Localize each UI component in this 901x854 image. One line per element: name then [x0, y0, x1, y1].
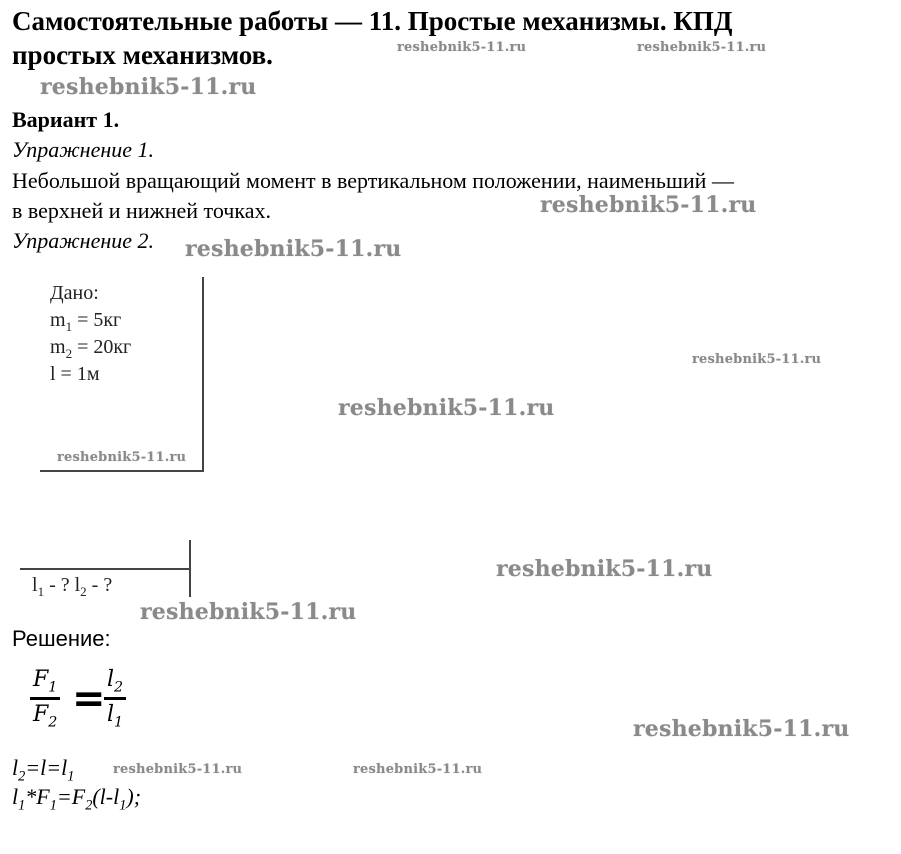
watermark: reshebnik5-11.ru [185, 236, 402, 262]
page-title-line2: простых механизмов. [12, 40, 273, 70]
watermark: reshebnik5-11.ru [540, 192, 757, 218]
formula-equals: = [72, 676, 106, 722]
given-label: Дано: [50, 282, 99, 304]
find-unknowns: $l_1$ - ? $l_2$ - ? [32, 574, 113, 599]
given-m2: $m_2 = 20кг$ [50, 336, 132, 361]
watermark: reshebnik5-11.ru [496, 556, 713, 582]
watermark: reshebnik5-11.ru [353, 762, 483, 777]
watermark: reshebnik5-11.ru [140, 599, 357, 625]
watermark: reshebnik5-11.ru [57, 450, 187, 465]
find-divider-horizontal [20, 568, 190, 570]
exercise1-heading: Упражнение 1. [12, 137, 155, 162]
exercise1-answer-line1: Небольшой вращающий момент в вертикальном положении, наименьший — [12, 168, 734, 193]
given-divider-vertical [202, 277, 204, 472]
watermark: reshebnik5-11.ru [338, 395, 555, 421]
formula-right-numerator: $l_2$ [104, 667, 126, 700]
exercise2-heading: Упражнение 2. [12, 228, 155, 253]
formula-left-fraction [30, 667, 60, 731]
formula-right-fraction [104, 667, 126, 731]
watermark: reshebnik5-11.ru [692, 352, 822, 367]
watermark: reshebnik5-11.ru [637, 40, 767, 55]
equation-l2: $l_2=l=l_1$ [12, 755, 75, 785]
formula-left-denominator: $F_2$ [33, 702, 58, 731]
watermark: reshebnik5-11.ru [113, 762, 243, 777]
exercise1-answer-line2: в верхней и нижней точках. [12, 198, 271, 223]
given-m1: $m_1 = 5кг$ [50, 309, 122, 334]
formula-right-denominator: $l_1$ [107, 702, 124, 731]
equation-moments: $l_1*F_1=F_2(l-l_1)$; [12, 784, 142, 814]
solution-label: Решение: [12, 626, 111, 651]
watermark: reshebnik5-11.ru [40, 74, 257, 100]
given-length: l = 1м [50, 363, 100, 385]
formula-left-numerator: $F_1$ [30, 667, 60, 700]
variant-heading: Вариант 1. [12, 107, 120, 132]
watermark: reshebnik5-11.ru [397, 40, 527, 55]
page-title-line1: Самостоятельные работы — 11. Простые механизмы. КПД [12, 6, 733, 36]
given-divider-horizontal [40, 470, 204, 472]
watermark: reshebnik5-11.ru [633, 716, 850, 742]
